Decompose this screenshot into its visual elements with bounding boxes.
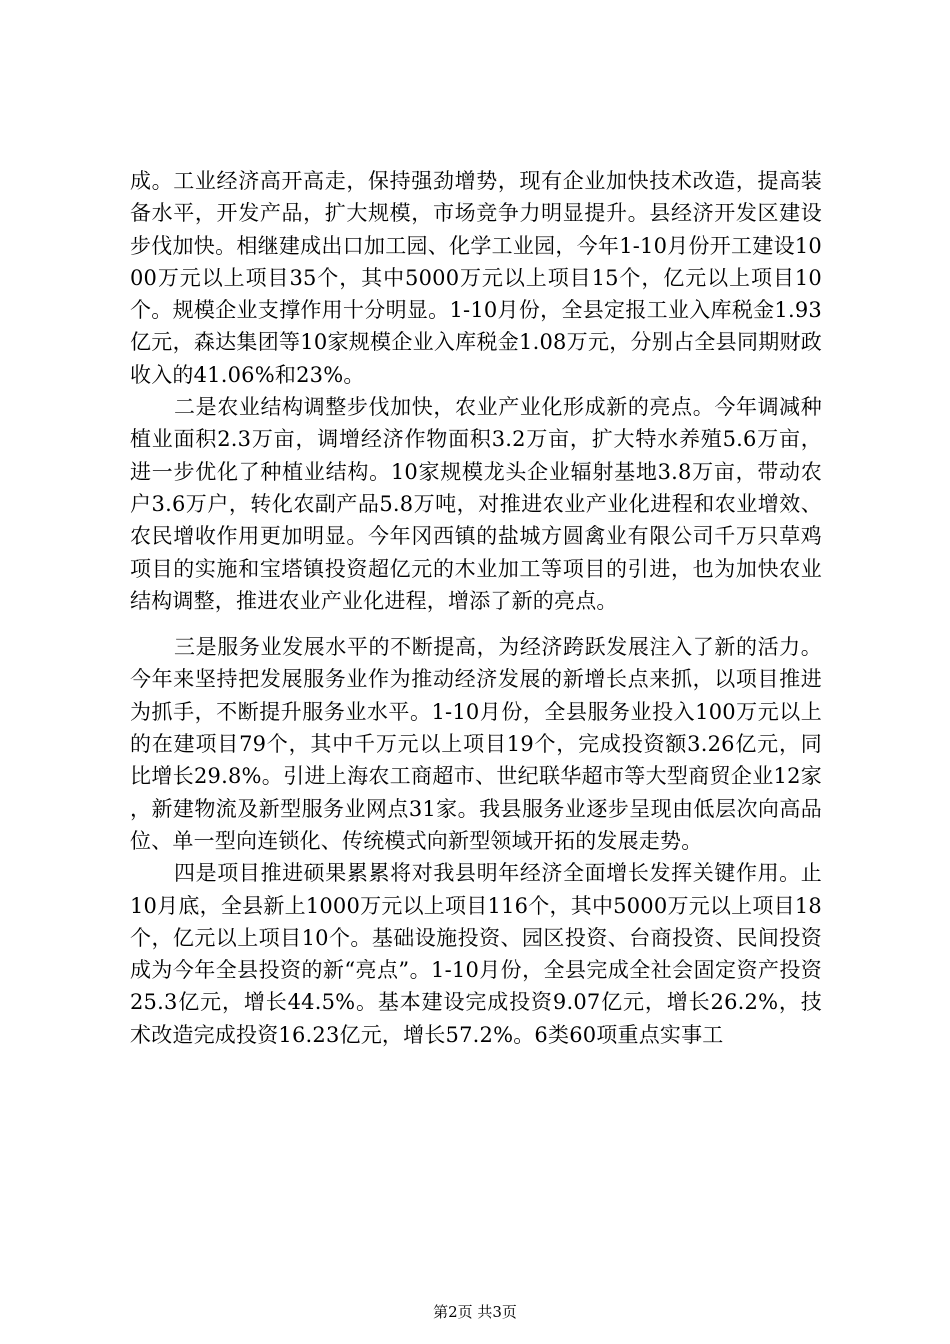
- paragraph-agriculture: 二是农业结构调整步伐加快，农业产业化形成新的亮点。今年调减种植业面积2.3万亩，调增经济作物面积3.2万亩，扩大特水养殖5.6万亩，进一步优化了种植业结构。10家规模龙头企业辐射基地3.8万亩，带动农户3.6万户，转化农副产品5.8万吨，对推进农业产业化进程和农业增效、农民增收作用更加明显。今年冈西镇的盐城方圆禽业有限公司千万只草鸡项目的实施和宝塔镇投资超亿元的木业加工等项目的引进，也为加快农业结构调整，推进农业产业化进程，增添了新的亮点。: [130, 395, 822, 613]
- paragraph-industry-continued: 成。工业经济高开高走，保持强劲增势，现有企业加快技术改造，提高装备水平，开发产品，扩大规模，市场竞争力明显提升。县经济开发区建设步伐加快。相继建成出口加工园、化学工业园，今年1-10月份开工建设1000万元以上项目35个，其中5000万元以上项目15个，亿元以上项目10个。规模企业支撑作用十分明显。1-10月份，全县定报工业入库税金1.93亿元，森达集团等10家规模企业入库税金1.08万元，分别占全县同期财政收入的41.06%和23%。: [130, 169, 822, 387]
- document-body: [130, 165, 822, 1051]
- paragraph-services: 三是服务业发展水平的不断提高，为经济跨跃发展注入了新的活力。今年来坚持把发展服务业作为推动经济发展的新增长点来抓，以项目推进为抓手，不断提升服务业水平。1-10月份，全县服务业投入100万元以上的在建项目79个，其中千万元以上项目19个，完成投资额3.26亿元，同比增长29.8%。引进上海农工商超市、世纪联华超市等大型商贸企业12家，新建物流及新型服务业网点31家。我县服务业逐步呈现由低层次向高品位、单一型向连锁化、传统模式向新型领域开拓的发展走势。: [130, 635, 822, 853]
- page-number-footer: 第2页 共3页: [433, 1303, 517, 1321]
- paragraph-projects: 四是项目推进硕果累累将对我县明年经济全面增长发挥关键作用。止10月底，全县新上1000万元以上项目116个，其中5000万元以上项目18个，亿元以上项目10个。基础设施投资、园区投资、台商投资、民间投资成为今年全县投资的新“亮点”。1-10月份，全县完成全社会固定资产投资25.3亿元，增长44.5%。基本建设完成投资9.07亿元，增长26.2%，技术改造完成投资16.23亿元，增长57.2%。6类60项重点实事工: [130, 861, 822, 1047]
